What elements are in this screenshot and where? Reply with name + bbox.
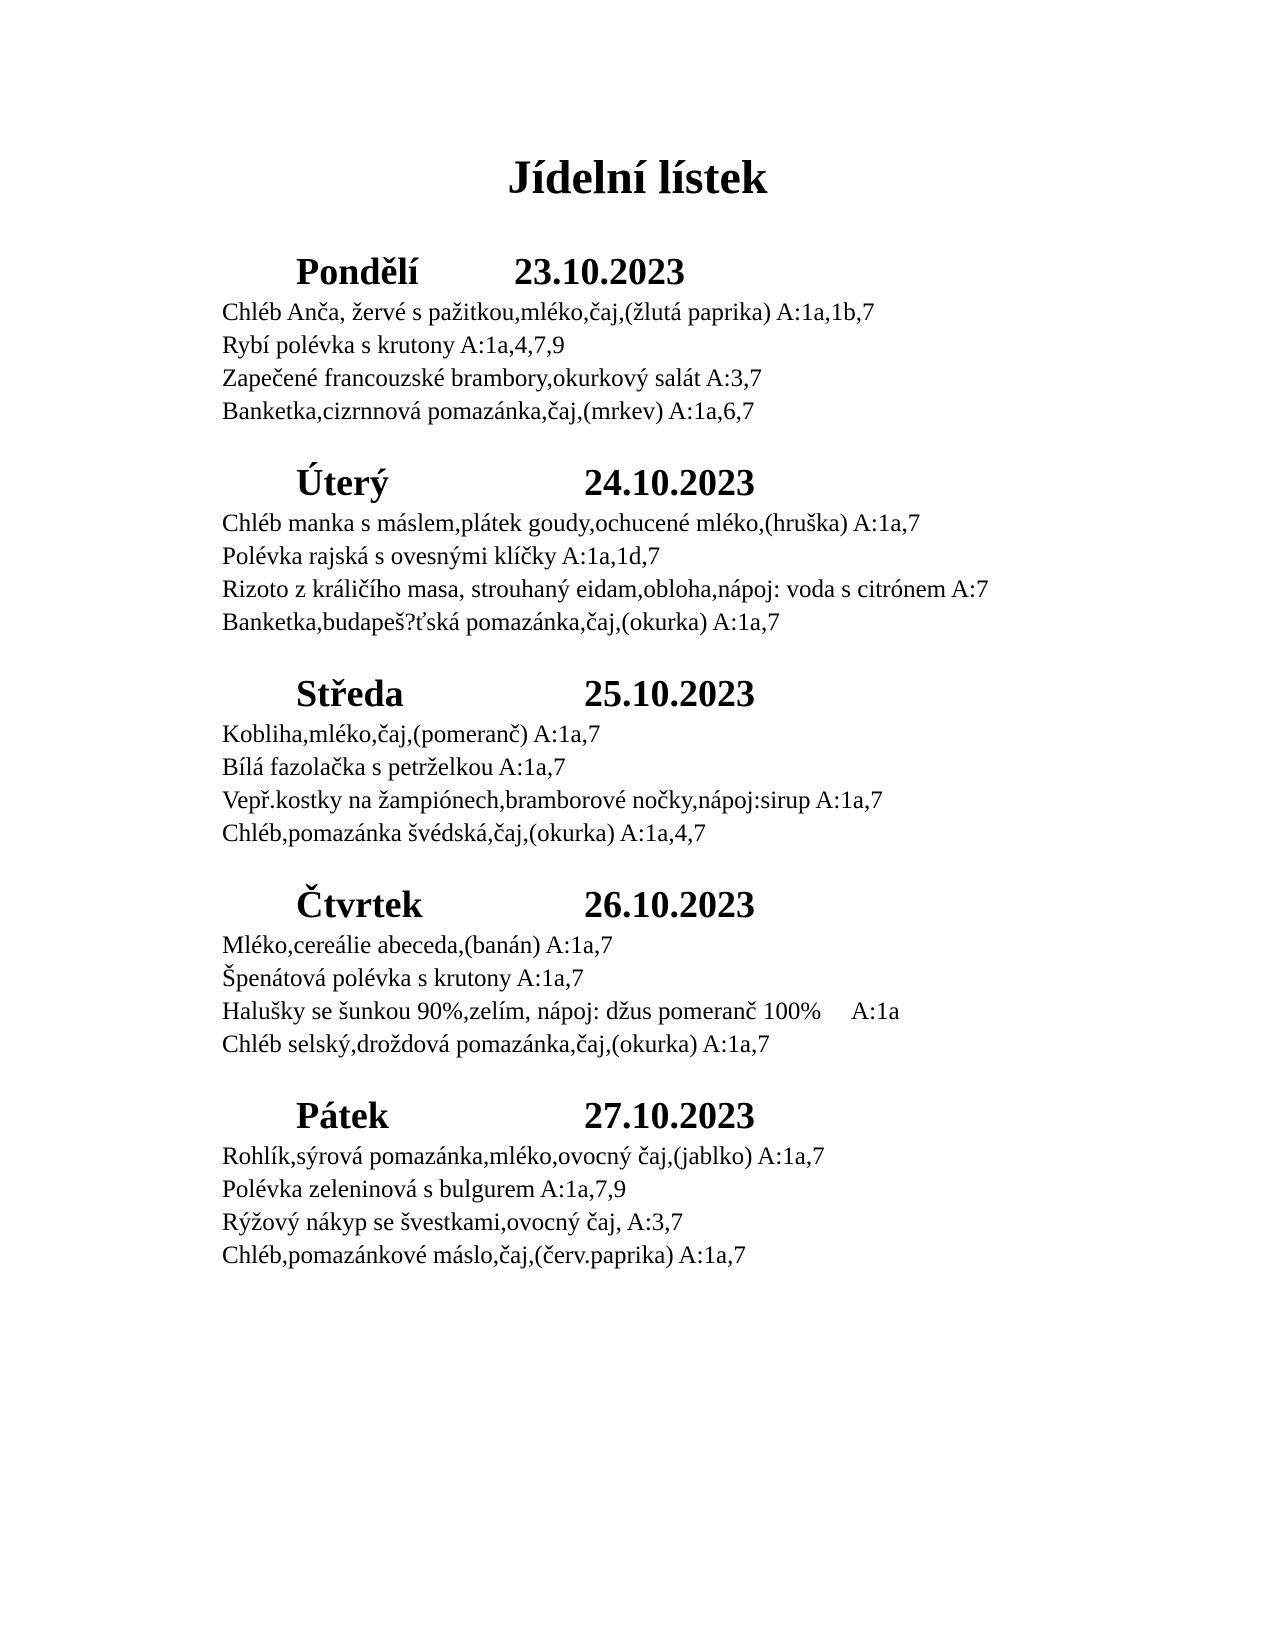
meal-item: Chléb manka s máslem,plátek goudy,ochucené mléko,(hruška) A:1a,7 <box>222 510 921 537</box>
meal-list <box>222 718 1222 850</box>
day-name: Středa <box>296 673 404 715</box>
meal-item: Chléb,pomazánka švédská,čaj,(okurka) A:1a,4,7 <box>222 820 706 847</box>
meal-item: Rohlík,sýrová pomazánka,mléko,ovocný čaj,(jablko) A:1a,7 <box>222 1143 825 1170</box>
day-header <box>222 881 1222 929</box>
page-title: Jídelní lístek <box>507 151 768 204</box>
meal-item: Chléb selský,droždová pomazánka,čaj,(okurka) A:1a,7 <box>222 1031 770 1058</box>
day-date: 27.10.2023 <box>584 1095 755 1137</box>
meal-item: Rýžový nákyp se švestkami,ovocný čaj, A:3,7 <box>222 1209 684 1236</box>
meal-item: Rizoto z králičího masa, strouhaný eidam,obloha,nápoj: voda s citrónem A:7 <box>222 576 989 603</box>
day-date: 24.10.2023 <box>584 462 755 504</box>
day-header <box>222 670 1222 718</box>
day-name: Pondělí <box>296 251 419 293</box>
meal-list <box>222 929 1222 1061</box>
meal-item: Banketka,budapeš?ťská pomazánka,čaj,(okurka) A:1a,7 <box>222 609 780 636</box>
day-section-wednesday <box>222 670 1222 850</box>
day-name: Úterý <box>296 462 389 504</box>
meal-list <box>222 1140 1222 1272</box>
day-section-thursday <box>222 881 1222 1061</box>
meal-item: Chléb,pomazánkové máslo,čaj,(červ.paprika) A:1a,7 <box>222 1242 746 1269</box>
meal-item: Polévka rajská s ovesnými klíčky A:1a,1d,7 <box>222 543 661 570</box>
meal-item: Banketka,cizrnnová pomazánka,čaj,(mrkev) A:1a,6,7 <box>222 398 755 425</box>
day-date: 23.10.2023 <box>514 251 685 293</box>
day-header <box>222 248 1222 296</box>
day-section-tuesday <box>222 459 1222 639</box>
day-date: 26.10.2023 <box>584 884 755 926</box>
day-name: Čtvrtek <box>296 884 423 926</box>
meal-item: Mléko,cereálie abeceda,(banán) A:1a,7 <box>222 932 613 959</box>
meal-item: Zapečené francouzské brambory,okurkový salát A:3,7 <box>222 365 762 392</box>
meal-list <box>222 507 1222 639</box>
meal-item: Bílá fazolačka s petrželkou A:1a,7 <box>222 754 566 781</box>
day-name: Pátek <box>296 1095 389 1137</box>
day-section-monday <box>222 248 1222 428</box>
day-header <box>222 459 1222 507</box>
meal-item: Halušky se šunkou 90%,zelím, nápoj: džus pomeranč 100% A:1a <box>222 998 900 1025</box>
meal-item: Rybí polévka s krutony A:1a,4,7,9 <box>222 332 565 359</box>
day-date: 25.10.2023 <box>584 673 755 715</box>
meal-item: Polévka zeleninová s bulgurem A:1a,7,9 <box>222 1176 627 1203</box>
meal-item: Špenátová polévka s krutony A:1a,7 <box>222 965 584 992</box>
day-header <box>222 1092 1222 1140</box>
meal-item: Vepř.kostky na žampiónech,bramborové nočky,nápoj:sirup A:1a,7 <box>222 787 883 814</box>
meal-item: Chléb Anča, žervé s pažitkou,mléko,čaj,(žlutá paprika) A:1a,1b,7 <box>222 299 875 326</box>
meal-list <box>222 296 1222 428</box>
meal-item: Kobliha,mléko,čaj,(pomeranč) A:1a,7 <box>222 721 601 748</box>
day-section-friday <box>222 1092 1222 1272</box>
